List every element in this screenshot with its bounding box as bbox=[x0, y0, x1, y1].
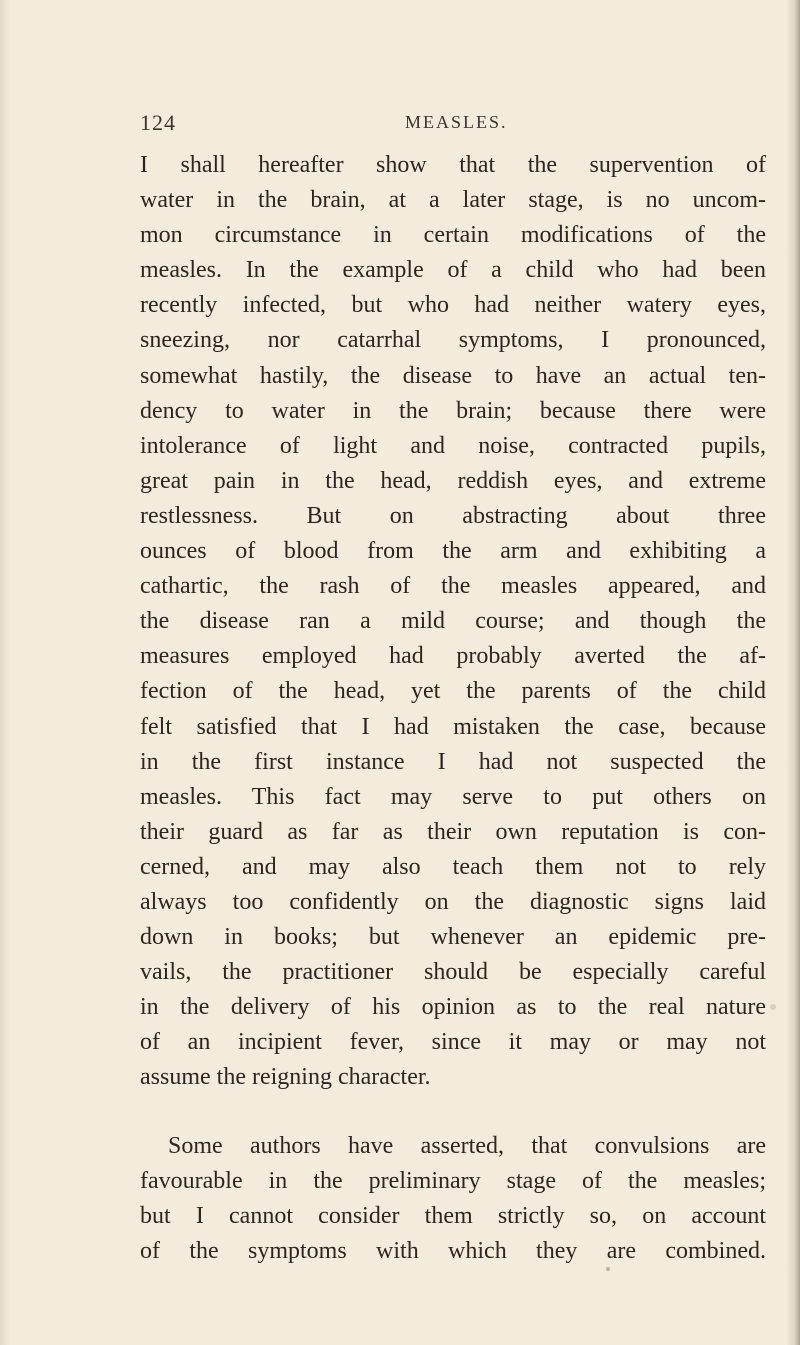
text-line: Some authors have asserted, that convulsions are bbox=[168, 1132, 766, 1159]
text-line: mon circumstance in certain modifications of the bbox=[140, 222, 766, 249]
text-line: cathartic, the rash of the measles appeared, and bbox=[140, 573, 766, 600]
text-line: dency to water in the brain; because there were bbox=[140, 397, 766, 424]
text-line: their guard as far as their own reputation is con- bbox=[140, 818, 766, 845]
text-line: down in books; but whenever an epidemic pre- bbox=[140, 924, 766, 951]
text-line: of the symptoms with which they are combined. bbox=[140, 1237, 766, 1264]
text-line: favourable in the preliminary stage of the measles; bbox=[140, 1167, 766, 1194]
page-left-edge bbox=[0, 0, 10, 1345]
paper-speck bbox=[770, 1004, 776, 1010]
text-line: always too confidently on the diagnostic signs laid bbox=[140, 888, 766, 915]
paragraph-1 bbox=[140, 148, 766, 1096]
text-line: I shall hereafter show that the supervention of bbox=[140, 152, 766, 178]
text-line: great pain in the head, reddish eyes, and extreme bbox=[140, 467, 766, 494]
running-head bbox=[140, 110, 780, 140]
text-line: measles. In the example of a child who had been bbox=[140, 257, 766, 284]
text-line: measures employed had probably averted the af- bbox=[140, 643, 766, 670]
text-line: vails, the practitioner should be especially careful bbox=[140, 959, 766, 986]
text-line: assume the reigning character. bbox=[140, 1064, 431, 1091]
text-line: cerned, and may also teach them not to rely bbox=[140, 853, 766, 880]
text-line: water in the brain, at a later stage, is no uncom- bbox=[140, 187, 766, 214]
paragraph-gap bbox=[140, 1096, 766, 1129]
text-line: ounces of blood from the arm and exhibiting a bbox=[140, 538, 766, 565]
running-title: MEASLES. bbox=[405, 112, 508, 132]
text-line: measles. This fact may serve to put others on bbox=[140, 783, 766, 810]
text-line: somewhat hastily, the disease to have an actual ten- bbox=[140, 362, 766, 389]
text-line: restlessness. But on abstracting about three bbox=[140, 502, 766, 529]
text-line: fection of the head, yet the parents of the child bbox=[140, 678, 766, 705]
text-line: of an incipient fever, since it may or may not bbox=[140, 1029, 766, 1056]
text-line: intolerance of light and noise, contracted pupils, bbox=[140, 432, 766, 459]
text-line: but I cannot consider them strictly so, on account bbox=[140, 1202, 766, 1229]
paragraph-2 bbox=[140, 1129, 766, 1269]
text-line: in the delivery of his opinion as to the real nature bbox=[140, 994, 766, 1021]
text-line: the disease ran a mild course; and though the bbox=[140, 608, 766, 635]
body-text bbox=[140, 148, 766, 1269]
text-line: felt satisfied that I had mistaken the case, because bbox=[140, 713, 766, 740]
paper-speck bbox=[606, 1267, 610, 1271]
text-line: sneezing, nor catarrhal symptoms, I pronounced, bbox=[140, 327, 766, 354]
page-right-edge bbox=[786, 0, 800, 1345]
text-line: in the first instance I had not suspected the bbox=[140, 748, 766, 775]
text-line: recently infected, but who had neither watery eyes, bbox=[140, 292, 766, 319]
page-number: 124 bbox=[140, 110, 176, 135]
